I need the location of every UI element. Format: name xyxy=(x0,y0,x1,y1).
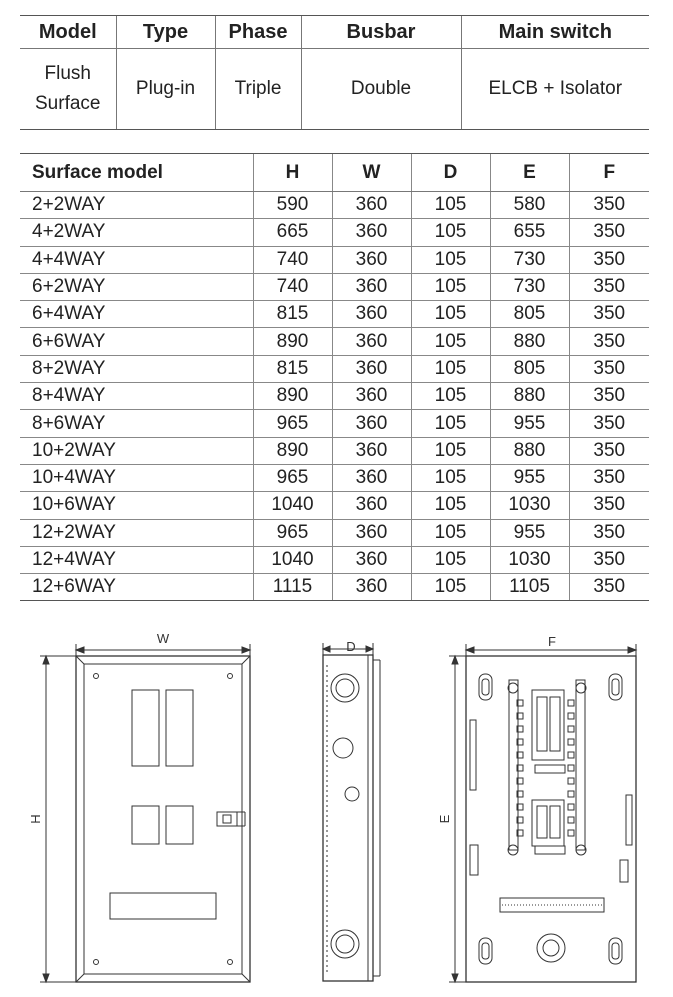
cell-w: 360 xyxy=(332,574,411,601)
cell-model: 8+4WAY xyxy=(20,383,253,410)
cell-d: 105 xyxy=(411,574,490,601)
spec-header-model: Model xyxy=(20,16,116,49)
spec-model-flush: Flush xyxy=(44,63,91,84)
spec-type-value: Plug-in xyxy=(116,49,215,130)
cell-w: 360 xyxy=(332,464,411,491)
cell-model: 4+2WAY xyxy=(20,219,253,246)
cell-f: 350 xyxy=(569,301,649,328)
cell-e: 655 xyxy=(490,219,569,246)
cell-h: 1040 xyxy=(253,492,332,519)
cell-d: 105 xyxy=(411,519,490,546)
inside-height-label: E xyxy=(437,814,452,824)
cell-f: 350 xyxy=(569,410,649,437)
cell-w: 360 xyxy=(332,328,411,355)
cell-d: 105 xyxy=(411,464,490,491)
cell-model: 8+2WAY xyxy=(20,355,253,382)
cell-h: 740 xyxy=(253,246,332,273)
spec-busbar-value: Double xyxy=(301,49,461,130)
front-view-drawing xyxy=(28,631,250,982)
cell-h: 1115 xyxy=(253,574,332,601)
spec-header-busbar: Busbar xyxy=(301,16,461,49)
spec-header-main-switch: Main switch xyxy=(461,16,649,49)
cell-model: 6+2WAY xyxy=(20,273,253,300)
spec-phase-value: Triple xyxy=(215,49,301,130)
cell-model: 12+4WAY xyxy=(20,546,253,573)
header-e: E xyxy=(490,154,569,192)
cell-d: 105 xyxy=(411,301,490,328)
inside-view-drawing xyxy=(437,634,636,982)
spec-main-switch-value: ELCB + Isolator xyxy=(461,49,649,130)
front-width-label: W xyxy=(156,631,170,646)
cell-h: 590 xyxy=(253,192,332,219)
cell-w: 360 xyxy=(332,301,411,328)
cell-d: 105 xyxy=(411,246,490,273)
cell-h: 665 xyxy=(253,219,332,246)
terminal-square xyxy=(568,739,574,745)
cell-d: 105 xyxy=(411,383,490,410)
header-h: H xyxy=(253,154,332,192)
cell-model: 10+2WAY xyxy=(20,437,253,464)
cell-h: 965 xyxy=(253,410,332,437)
cell-model: 8+6WAY xyxy=(20,410,253,437)
front-height-label: H xyxy=(28,814,43,824)
inside-width-label: F xyxy=(548,634,556,649)
cell-f: 350 xyxy=(569,492,649,519)
cell-h: 740 xyxy=(253,273,332,300)
cell-w: 360 xyxy=(332,519,411,546)
cell-w: 360 xyxy=(332,219,411,246)
cell-f: 350 xyxy=(569,328,649,355)
side-depth-label: D xyxy=(346,639,356,654)
cell-d: 105 xyxy=(411,410,490,437)
cell-d: 105 xyxy=(411,192,490,219)
cell-d: 105 xyxy=(411,437,490,464)
cell-d: 105 xyxy=(411,492,490,519)
cell-d: 105 xyxy=(411,273,490,300)
cell-e: 880 xyxy=(490,328,569,355)
cell-model: 12+2WAY xyxy=(20,519,253,546)
cell-f: 350 xyxy=(569,519,649,546)
cell-f: 350 xyxy=(569,464,649,491)
cell-model: 10+6WAY xyxy=(20,492,253,519)
terminal-square xyxy=(568,752,574,758)
cell-d: 105 xyxy=(411,546,490,573)
spec-header-type: Type xyxy=(116,16,215,49)
cell-e: 955 xyxy=(490,519,569,546)
terminal-square xyxy=(568,778,574,784)
cell-f: 350 xyxy=(569,219,649,246)
cell-f: 350 xyxy=(569,273,649,300)
cell-model: 2+2WAY xyxy=(20,192,253,219)
cell-w: 360 xyxy=(332,192,411,219)
terminal-square xyxy=(568,817,574,823)
cell-h: 815 xyxy=(253,355,332,382)
cell-e: 805 xyxy=(490,301,569,328)
cell-e: 730 xyxy=(490,246,569,273)
cell-e: 1030 xyxy=(490,492,569,519)
terminal-square xyxy=(568,713,574,719)
cell-w: 360 xyxy=(332,437,411,464)
cell-w: 360 xyxy=(332,273,411,300)
cell-f: 350 xyxy=(569,546,649,573)
cell-e: 1105 xyxy=(490,574,569,601)
cell-h: 815 xyxy=(253,301,332,328)
cell-e: 955 xyxy=(490,410,569,437)
terminal-strip-right xyxy=(568,700,574,836)
cell-e: 880 xyxy=(490,437,569,464)
cell-f: 350 xyxy=(569,574,649,601)
cell-model: 10+4WAY xyxy=(20,464,253,491)
cell-w: 360 xyxy=(332,410,411,437)
cell-f: 350 xyxy=(569,246,649,273)
cell-w: 360 xyxy=(332,355,411,382)
cell-h: 890 xyxy=(253,328,332,355)
cell-f: 350 xyxy=(569,383,649,410)
cell-w: 360 xyxy=(332,492,411,519)
spec-header-phase: Phase xyxy=(215,16,301,49)
header-f: F xyxy=(569,154,649,192)
terminal-square xyxy=(568,830,574,836)
header-surface-model: Surface model xyxy=(20,154,253,192)
cell-e: 580 xyxy=(490,192,569,219)
cell-model: 6+4WAY xyxy=(20,301,253,328)
cell-d: 105 xyxy=(411,355,490,382)
cell-h: 965 xyxy=(253,519,332,546)
cell-e: 730 xyxy=(490,273,569,300)
cell-e: 1030 xyxy=(490,546,569,573)
terminal-square xyxy=(568,804,574,810)
terminal-square xyxy=(568,765,574,771)
spec-model-surface: Surface xyxy=(35,93,101,114)
cell-w: 360 xyxy=(332,383,411,410)
cell-model: 6+6WAY xyxy=(20,328,253,355)
cell-h: 1040 xyxy=(253,546,332,573)
header-d: D xyxy=(411,154,490,192)
header-w: W xyxy=(332,154,411,192)
cell-d: 105 xyxy=(411,219,490,246)
cell-w: 360 xyxy=(332,246,411,273)
cell-h: 890 xyxy=(253,383,332,410)
side-view-drawing xyxy=(323,639,380,981)
cell-model: 12+6WAY xyxy=(20,574,253,601)
cell-d: 105 xyxy=(411,328,490,355)
cell-model: 4+4WAY xyxy=(20,246,253,273)
cell-e: 880 xyxy=(490,383,569,410)
cell-h: 890 xyxy=(253,437,332,464)
cell-f: 350 xyxy=(569,437,649,464)
terminal-square xyxy=(568,726,574,732)
cell-h: 965 xyxy=(253,464,332,491)
cell-e: 805 xyxy=(490,355,569,382)
terminal-square xyxy=(568,791,574,797)
terminal-square xyxy=(568,700,574,706)
cell-f: 350 xyxy=(569,192,649,219)
cell-w: 360 xyxy=(332,546,411,573)
cell-f: 350 xyxy=(569,355,649,382)
cell-e: 955 xyxy=(490,464,569,491)
